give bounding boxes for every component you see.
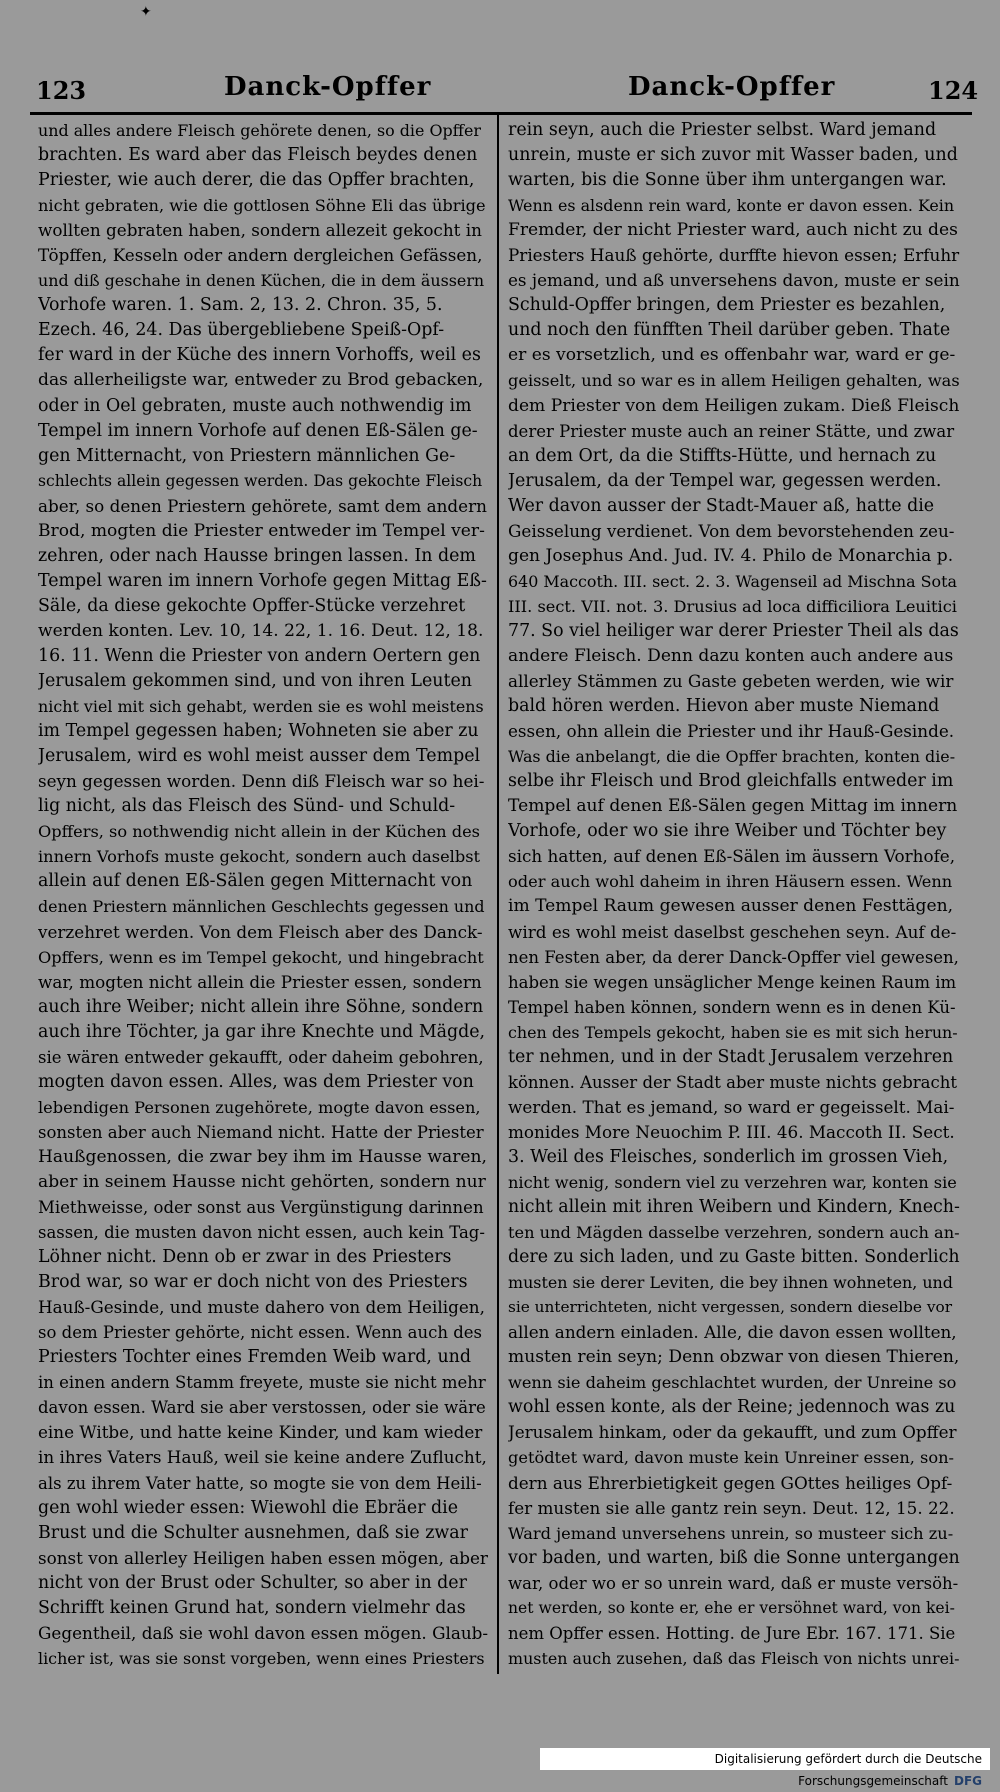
- text-line: Hauß-Gesinde, und muste dahero von dem Heiligen,: [38, 1297, 485, 1318]
- text-line: in einen andern Stamm freyete, muste sie nicht mehr: [38, 1373, 486, 1393]
- text-line: musten rein seyn; Denn obzwar von diesen Thieren,: [508, 1347, 960, 1368]
- text-line: nen Festen aber, da derer Danck-Opffer viel gewesen,: [508, 947, 959, 967]
- text-line: getödtet ward, davon muste kein Unreiner essen, son-: [508, 1448, 955, 1468]
- text-line: so dem Priester gehörte, nicht essen. Wenn auch des: [38, 1323, 483, 1343]
- text-line: Vorhofe, oder wo sie ihre Weiber und Töchter bey: [508, 821, 947, 842]
- text-line: 3. Weil des Fleisches, sonderlich im grossen Vieh,: [508, 1146, 949, 1167]
- text-line: Brod war, so war er doch nicht von des Priesters: [38, 1272, 468, 1293]
- text-line: net werden, so konte er, ehe er versöhnet ward, von kei-: [508, 1598, 955, 1617]
- text-line: verzehret werden. Von dem Fleisch aber des Danck-: [38, 921, 483, 942]
- text-line: wohl essen konte, als der Reine; jedennoch was zu: [508, 1397, 956, 1418]
- text-line: dern aus Ehrerbietigkeit gegen GOttes heiliges Opf-: [508, 1472, 953, 1493]
- text-line: dem Priester von dem Heiligen zukam. Dieß Fleisch: [508, 395, 960, 416]
- text-line: dere zu sich laden, und zu Gaste bitten. Sonderlich: [508, 1247, 960, 1268]
- text-line: denen Priestern männlichen Geschlechts gegessen und: [38, 897, 485, 917]
- text-line: Fremder, der nicht Priester ward, auch nicht zu des: [508, 220, 958, 241]
- text-line: geisselt, und so war es in allem Heiligen gehalten, was: [508, 371, 960, 391]
- text-line: wird es wohl meist daselbst geschehen seyn. Auf de-: [508, 921, 957, 942]
- text-line: Vorhofe waren. 1. Sam. 2, 13. 2. Chron. 35, 5.: [38, 295, 443, 316]
- text-line: war, mogten nicht allein die Priester essen, sondern: [38, 971, 482, 992]
- text-line: sassen, die musten davon nicht essen, auch kein Tag-: [38, 1223, 485, 1243]
- text-line: 640 Maccoth. III. sect. 2. 3. Wagenseil ad Mischna Sota: [508, 571, 957, 591]
- text-line: Jerusalem hinkam, oder da gekaufft, und zum Opffer: [508, 1422, 957, 1443]
- text-line: selbe ihr Fleisch und Brod gleichfalls entweder im: [508, 771, 954, 792]
- text-line: sonst von allerley Heiligen haben essen mögen, aber: [38, 1547, 488, 1568]
- text-line: Schrifft keinen Grund hat, sondern vielmehr das: [38, 1597, 466, 1618]
- text-line: aber, so denen Priestern gehörete, samt dem andern: [38, 495, 487, 516]
- text-line: Priesters Tochter eines Fremden Weib ward, und: [38, 1347, 471, 1368]
- right-page-number: 124: [928, 76, 979, 105]
- text-line: sich hatten, auf denen Eß-Sälen im äussern Vorhofe,: [508, 846, 956, 867]
- text-line: sonsten aber auch Niemand nicht. Hatte der Priester: [38, 1122, 484, 1142]
- text-line: nicht gebraten, wie die gottlosen Söhne Eli das übrige: [38, 196, 486, 216]
- text-line: Tempel waren im innern Vorhofe gegen Mittag Eß-: [38, 570, 487, 591]
- text-line: gen Josephus And. Jud. IV. 4. Philo de Monarchia p.: [508, 545, 954, 566]
- text-line: warten, bis die Sonne über ihm untergangen war.: [508, 170, 947, 191]
- text-line: an dem Ort, da die Stiffts-Hütte, und hernach zu: [508, 445, 937, 466]
- text-line: und alles andere Fleisch gehörete denen, so die Opffer: [38, 121, 481, 140]
- text-line: Jerusalem, wird es wohl meist ausser dem Tempel: [38, 746, 481, 767]
- text-line: haben sie wegen unsäglicher Menge keinen Raum im: [508, 972, 957, 992]
- text-line: nicht viel mit sich gehabt, werden sie es wohl meistens: [38, 697, 484, 717]
- text-line: und diß geschahe in denen Küchen, die in dem äussern: [38, 271, 485, 291]
- text-line: eine Witbe, und hatte keine Kinder, und kam wieder: [38, 1422, 483, 1443]
- text-line: lebendigen Personen zugehörete, mogte davon essen,: [38, 1097, 481, 1117]
- text-line: nicht wenig, sondern viel zu verzehren war, konten sie: [508, 1172, 957, 1192]
- text-line: im Tempel gegessen haben; Wohneten sie aber zu: [38, 721, 479, 742]
- text-line: unrein, muste er sich zuvor mit Wasser baden, und: [508, 145, 958, 166]
- text-line: 77. So viel heiliger war derer Priester Theil als das: [508, 620, 959, 641]
- text-line: wollten gebraten haben, sondern allezeit gekocht in: [38, 220, 482, 241]
- text-line: ter nehmen, und in der Stadt Jerusalem verzehren: [508, 1046, 954, 1067]
- right-running-head: Danck-Opffer: [628, 72, 836, 102]
- text-line: davon essen. Ward sie aber verstossen, oder sie wäre: [38, 1398, 486, 1418]
- text-line: Tempel haben können, sondern wenn es in denen Kü-: [508, 997, 956, 1017]
- text-line: brachten. Es ward aber das Fleisch beydes denen: [38, 145, 478, 166]
- text-line: Was die anbelangt, die die Opffer brachten, konten die-: [508, 747, 956, 767]
- text-line: auch ihre Töchter, ja gar ihre Knechte und Mägde,: [38, 1021, 486, 1042]
- left-running-head: Danck-Opffer: [224, 72, 432, 102]
- text-line: oder in Oel gebraten, muste auch nothwendig im: [38, 395, 472, 416]
- digitization-footer: [540, 1748, 990, 1788]
- text-line: werden konten. Lev. 10, 14. 22, 1. 16. Deut. 12, 18.: [38, 620, 484, 641]
- text-line: III. sect. VII. not. 3. Drusius ad loca difficiliora Leuitici: [508, 596, 957, 616]
- text-line: Töpffen, Kesseln oder andern dergleichen Gefässen,: [38, 245, 483, 266]
- text-line: Jerusalem gekommen sind, und von ihren Leuten: [38, 671, 472, 692]
- text-line: Jerusalem, da der Tempel war, gegessen werden.: [508, 470, 942, 491]
- header-rule: [30, 112, 972, 115]
- text-line: innern Vorhofs muste gekocht, sondern auch daselbst: [38, 847, 481, 867]
- column-divider: [497, 114, 499, 1674]
- text-line: Löhner nicht. Denn ob er zwar in des Priesters: [38, 1247, 452, 1268]
- text-line: Opffers, wenn es im Tempel gekocht, und hingebracht: [38, 947, 484, 967]
- text-line: essen, ohn allein die Priester und ihr Hauß-Gesinde.: [508, 721, 955, 742]
- text-line: auch ihre Weiber; nicht allein ihre Söhne, sondern: [38, 996, 484, 1017]
- text-line: Wer davon ausser der Stadt-Mauer aß, hatte die: [508, 495, 935, 516]
- text-line: fer musten sie alle gantz rein seyn. Deut. 12, 15. 22.: [508, 1497, 955, 1518]
- text-line: es jemand, und aß unversehens davon, muste er sein: [508, 270, 960, 291]
- text-line: aber in seinem Hausse nicht gehörten, sondern nur: [38, 1171, 486, 1192]
- text-line: wenn sie daheim geschlachtet wurden, der Unreine so: [508, 1373, 957, 1393]
- text-line: können. Ausser der Stadt aber muste nichts gebracht: [508, 1072, 958, 1092]
- text-line: Wenn es alsdenn rein ward, konte er davon essen. Kein: [508, 196, 955, 216]
- text-line: im Tempel Raum gewesen ausser denen Festtägen,: [508, 896, 954, 917]
- footer-text: Digitalisierung gefördert durch die Deutsche Forschungsgemeinschaft: [714, 1752, 982, 1788]
- text-line: Tempel auf denen Eß-Sälen gegen Mittag im innern: [508, 796, 958, 817]
- text-line: derer Priester muste auch an reiner Stätte, und zwar: [508, 421, 955, 441]
- text-line: fer ward in der Küche des innern Vorhoffs, weil es: [38, 345, 481, 366]
- text-line: gen Mitternacht, von Priestern männlichen Ge-: [38, 445, 456, 466]
- text-line: nem Opffer essen. Hotting. de Jure Ebr. 167. 171. Sie: [508, 1623, 956, 1643]
- text-line: Haußgenossen, die zwar bey ihm im Hausse waren,: [38, 1146, 487, 1167]
- text-line: gen wohl wieder essen: Wiewohl die Ebräer die: [38, 1497, 459, 1518]
- text-line: sie wären entweder gekaufft, oder daheim gebohren,: [38, 1047, 484, 1067]
- text-line: schlechts allein gegessen werden. Das gekochte Fleisch: [38, 471, 483, 490]
- text-line: 16. 11. Wenn die Priester von andern Oertern gen: [38, 645, 481, 666]
- text-line: monides More Neuochim P. III. 46. Maccoth II. Sect.: [508, 1121, 955, 1142]
- text-line: zehren, oder nach Hausse bringen lassen. In dem: [38, 545, 476, 566]
- text-line: rein seyn, auch die Priester selbst. Ward jemand: [508, 120, 937, 140]
- text-line: andere Fleisch. Denn dazu konten auch andere aus: [508, 645, 954, 666]
- text-line: allein auf denen Eß-Sälen gegen Mitternacht von: [38, 871, 473, 892]
- text-line: ten und Mägden dasselbe verzehren, sondern auch an-: [508, 1223, 960, 1243]
- left-page-number: 123: [36, 76, 87, 105]
- text-line: als zu ihrem Vater hatte, so mogte sie von dem Heili-: [38, 1473, 482, 1493]
- text-line: nicht allein mit ihren Weibern und Kindern, Knech-: [508, 1197, 960, 1218]
- text-line: er es vorsetzlich, und es offenbahr war, ward er ge-: [508, 345, 956, 366]
- dfg-logo: DFG: [953, 1774, 982, 1788]
- text-line: licher ist, was sie sonst vorgeben, wenn eines Priesters: [38, 1648, 485, 1668]
- text-line: sie unterrichteten, nicht vergessen, sondern dieselbe vor: [508, 1298, 953, 1317]
- text-line: Ward jemand unversehens unrein, so musteer sich zu-: [508, 1523, 954, 1543]
- text-line: und noch den fünfften Theil darüber geben. Thate: [508, 320, 951, 341]
- right-text-column: [508, 118, 960, 1668]
- left-text-column: [38, 118, 488, 1668]
- text-line: oder auch wohl daheim in ihren Häusern essen. Wenn: [508, 872, 953, 892]
- text-line: bald hören werden. Hievon aber muste Niemand: [508, 696, 940, 717]
- ink-mark: ✦: [140, 4, 152, 20]
- text-line: Ezech. 46, 24. Das übergebliebene Speiß-Opf-: [38, 320, 445, 341]
- text-line: allerley Stämmen zu Gaste gebeten werden, wie wir: [508, 671, 954, 692]
- text-line: allen andern einladen. Alle, die davon essen wollten,: [508, 1322, 957, 1343]
- text-line: Opffers, so nothwendig nicht allein in der Küchen des: [38, 822, 480, 842]
- text-line: Schuld-Opffer bringen, dem Priester es bezahlen,: [508, 295, 946, 316]
- text-line: Brust und die Schulter ausnehmen, daß sie zwar: [38, 1522, 468, 1543]
- text-line: Brod, mogten die Priester entweder im Tempel ver-: [38, 520, 485, 541]
- text-line: chen des Tempels gekocht, haben sie es mit sich herun-: [508, 1022, 958, 1042]
- text-line: nicht von der Brust oder Schulter, so aber in der: [38, 1572, 467, 1593]
- text-line: in ihres Vaters Hauß, weil sie keine andere Zuflucht,: [38, 1447, 487, 1468]
- text-line: werden. That es jemand, so ward er gegeisselt. Mai-: [508, 1096, 955, 1117]
- text-line: Geisselung verdienet. Von dem bevorstehenden zeu-: [508, 520, 955, 541]
- text-line: Priesters Hauß gehörte, durffte hievon essen; Erfuhr: [508, 245, 960, 266]
- text-line: das allerheiligste war, entweder zu Brod gebacken,: [38, 370, 484, 391]
- text-line: seyn gegessen worden. Denn diß Fleisch war so hei-: [38, 771, 485, 792]
- text-line: Priester, wie auch derer, die das Opffer brachten,: [38, 170, 475, 191]
- text-line: Säle, da diese gekochte Opffer-Stücke verzehret: [38, 595, 466, 616]
- text-line: musten auch zusehen, daß das Fleisch von nichts unrei-: [508, 1648, 960, 1668]
- text-line: Gegentheil, daß sie wohl davon essen mögen. Glaub-: [38, 1622, 488, 1643]
- text-line: Miethweisse, oder sonst aus Vergünstigung darinnen: [38, 1198, 484, 1218]
- text-line: mogten davon essen. Alles, was dem Priester von: [38, 1071, 474, 1092]
- text-line: musten sie derer Leviten, die bey ihnen wohneten, und: [508, 1273, 953, 1293]
- text-line: lig nicht, als das Fleisch des Sünd- und Schuld-: [38, 796, 456, 817]
- text-line: war, oder wo er so unrein ward, daß er muste versöh-: [508, 1573, 959, 1593]
- text-line: Tempel im innern Vorhofe auf denen Eß-Sälen ge-: [38, 420, 478, 441]
- text-line: vor baden, und warten, biß die Sonne untergangen: [508, 1547, 960, 1568]
